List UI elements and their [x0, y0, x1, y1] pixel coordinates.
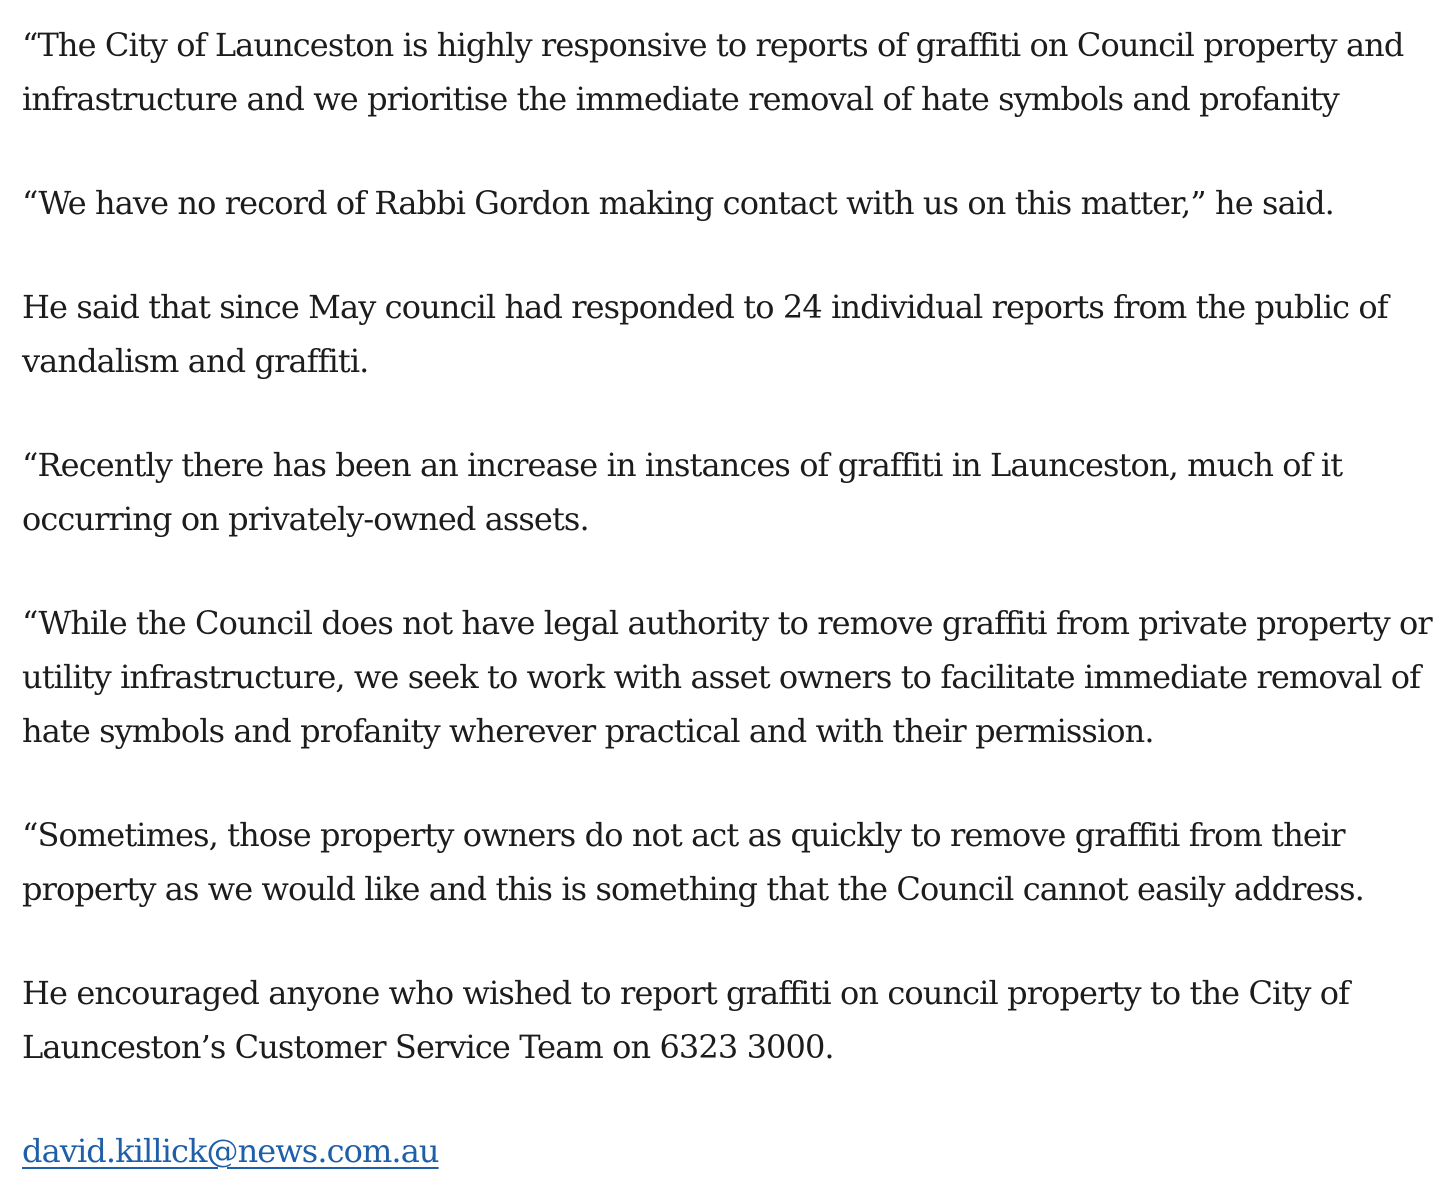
author-email-link[interactable]: david.killick@news.com.au: [22, 1132, 439, 1170]
author-contact: [22, 1124, 1432, 1178]
paragraph-reports-count: He said that since May council had responded to 24 individual reports from the public of vandalism and graffiti.: [22, 288, 1388, 380]
paragraph-property-owners: “Sometimes, those property owners do not act as quickly to remove graffiti from their property as we would like and this is something that the Council cannot easily address.: [22, 816, 1364, 908]
paragraph-no-record: “We have no record of Rabbi Gordon making contact with us on this matter,” he said.: [22, 184, 1334, 222]
paragraph-increase-graffiti: “Recently there has been an increase in instances of graffiti in Launceston, much of it occurring on privately-owned assets.: [22, 446, 1343, 538]
paragraph-council-response: “The City of Launceston is highly responsive to reports of graffiti on Council property and infrastructure and we prioritise the immediate removal of hate symbols and profanity: [22, 26, 1404, 118]
article-body: [22, 18, 1432, 1178]
paragraph-customer-service: He encouraged anyone who wished to report graffiti on council property to the City of Launceston’s Customer Service Team on 6323 3000.: [22, 974, 1350, 1066]
paragraph-legal-authority: “While the Council does not have legal authority to remove graffiti from private property or utility infrastructure, we seek to work with asset owners to facilitate immediate removal of hate symbols and profanity wherever practical and with their permission.: [22, 604, 1432, 750]
